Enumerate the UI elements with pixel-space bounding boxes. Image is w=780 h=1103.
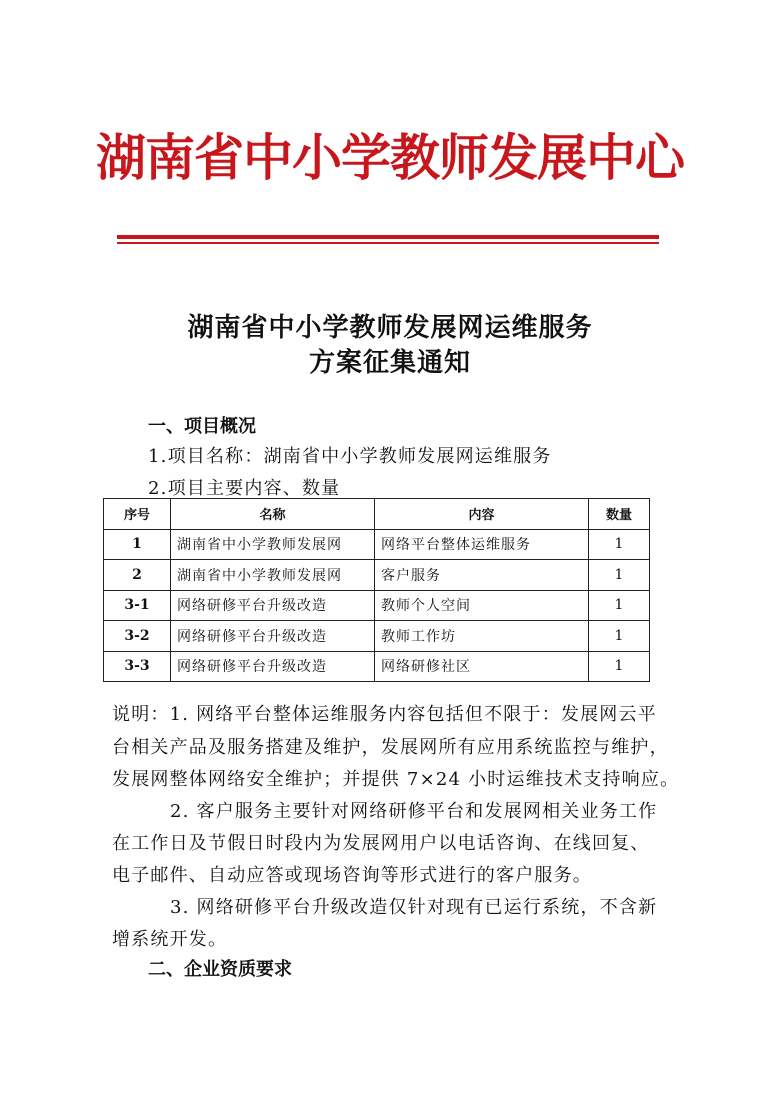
cell-index: 3-3: [104, 651, 171, 682]
header-rule-thick: [117, 235, 659, 239]
note2-line1: 2. 客户服务主要针对网络研修平台和发展网相关业务工作: [170, 801, 658, 822]
project-name-line: 1.项目名称：湖南省中小学教师发展网运维服务: [148, 446, 552, 467]
table-row: [104, 651, 650, 682]
note1-line3: 发展网整体网络安全维护；并提供 7×24 小时运维技术支持响应。: [112, 769, 680, 790]
cell-content: 网络研修社区: [375, 651, 589, 682]
cell-quantity: 1: [589, 621, 650, 652]
header-rule-thin: [117, 242, 659, 244]
cell-quantity: 1: [589, 529, 650, 560]
section2-heading: 二、企业资质要求: [148, 959, 292, 980]
cell-index: 2: [104, 560, 171, 591]
note2-line2: 在工作日及节假日时段内为发展网用户以电话咨询、在线回复、: [112, 833, 650, 854]
cell-name: 网络研修平台升级改造: [171, 590, 375, 621]
table-row: [104, 560, 650, 591]
note3-line2: 增系统开发。: [112, 929, 228, 950]
cell-index: 3-2: [104, 621, 171, 652]
header-cell-name: 名称: [171, 499, 375, 530]
cell-name: 湖南省中小学教师发展网: [171, 529, 375, 560]
project-content-line: 2.项目主要内容、数量: [148, 478, 341, 499]
table-row: [104, 529, 650, 560]
section1-heading: 一、项目概况: [148, 416, 256, 437]
note1-line2: 台相关产品及服务搭建及维护，发展网所有应用系统监控与维护，: [112, 737, 669, 758]
table-row: [104, 621, 650, 652]
organization-header: 湖南省中小学教师发展中心: [96, 129, 684, 187]
cell-quantity: 1: [589, 651, 650, 682]
cell-index: 1: [104, 529, 171, 560]
document-title-line1: 湖南省中小学教师发展网运维服务: [187, 313, 593, 343]
note2-line3: 电子邮件、自动应答或现场咨询等形式进行的客户服务。: [112, 865, 592, 886]
cell-content: 网络平台整体运维服务: [375, 529, 589, 560]
cell-content: 教师个人空间: [375, 590, 589, 621]
header-cell-index: 序号: [104, 499, 171, 530]
table-header-row: [104, 499, 650, 530]
note1-line1: 说明：1. 网络平台整体运维服务内容包括但不限于：发展网云平: [112, 704, 657, 725]
table-row: [104, 590, 650, 621]
project-items-table: [103, 498, 650, 682]
cell-content: 教师工作坊: [375, 621, 589, 652]
cell-quantity: 1: [589, 560, 650, 591]
cell-name: 网络研修平台升级改造: [171, 621, 375, 652]
cell-name: 网络研修平台升级改造: [171, 651, 375, 682]
document-title-line2: 方案征集通知: [308, 348, 471, 378]
header-cell-quantity: 数量: [589, 499, 650, 530]
cell-quantity: 1: [589, 590, 650, 621]
cell-index: 3-1: [104, 590, 171, 621]
note3-line1: 3. 网络研修平台升级改造仅针对现有已运行系统，不含新: [170, 897, 658, 918]
cell-name: 湖南省中小学教师发展网: [171, 560, 375, 591]
header-cell-content: 内容: [375, 499, 589, 530]
cell-content: 客户服务: [375, 560, 589, 591]
